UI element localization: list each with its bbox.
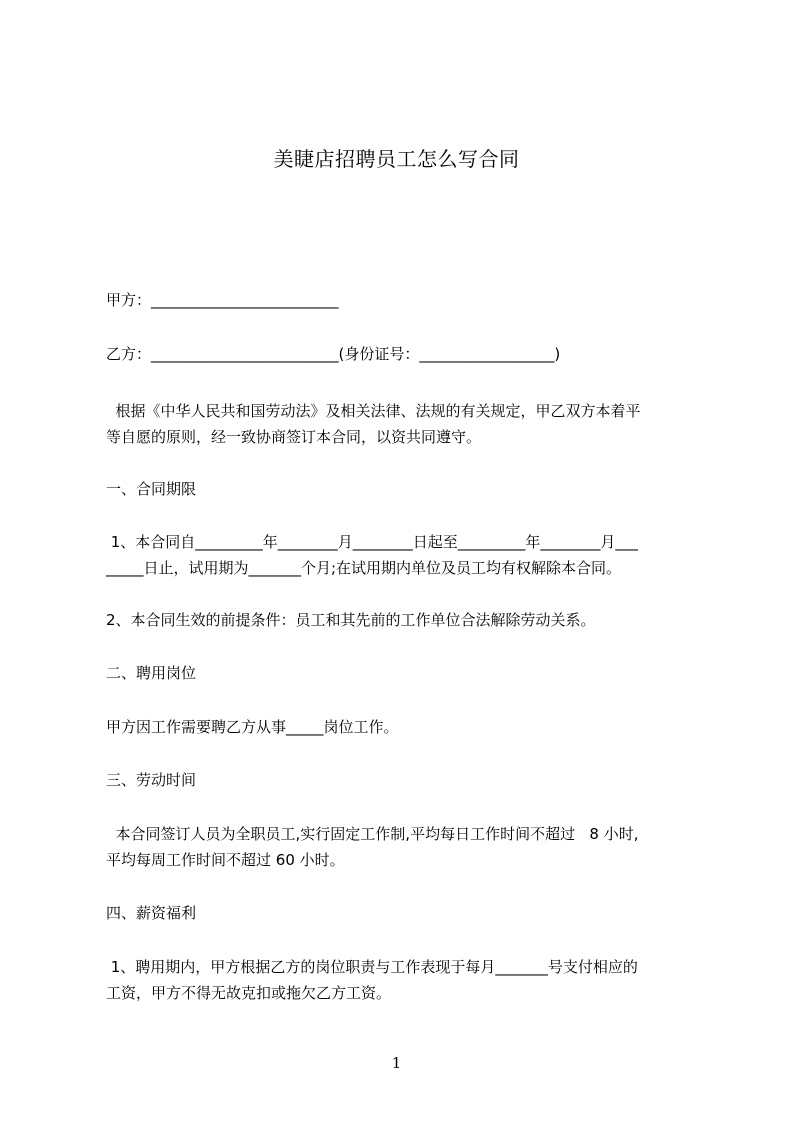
section-3-text-line-1: 本合同签订人员为全职员工,实行固定工作制,平均每日工作时间不超过 8 小时, — [106, 825, 639, 843]
section-1-item-1-line-2: _____日止，试用期为_______个月;在试用期内单位及员工均有权解除本合同。 — [106, 559, 622, 577]
party-a-line: 甲方：_________________________ — [106, 291, 339, 309]
section-1-item-2: 2、本合同生效的前提条件：员工和其先前的工作单位合法解除劳动关系。 — [106, 611, 596, 629]
section-2-heading: 二、聘用岗位 — [106, 664, 197, 682]
preamble-line-1: 根据《中华人民共和国劳动法》及相关法律、法规的有关规定，甲乙双方本着平 — [106, 402, 641, 420]
section-4-item-1-line-1: 1、聘用期内，甲方根据乙方的岗位职责与工作表现于每月_______号支付相应的 — [106, 958, 638, 976]
section-2-text: 甲方因工作需要聘乙方从事_____岗位工作。 — [106, 718, 399, 736]
section-3-text-line-2: 平均每周工作时间不超过 60 小时。 — [106, 851, 345, 869]
section-3-heading: 三、劳动时间 — [106, 771, 197, 789]
page-number: 1 — [391, 1054, 402, 1072]
section-4-item-1-line-2: 工资，甲方不得无故克扣或拖欠乙方工资。 — [106, 984, 392, 1002]
section-4-heading: 四、薪资福利 — [106, 904, 197, 922]
section-1-item-1-line-1: 1、本合同自_________年________月________日起至_________年________月___ — [106, 533, 638, 551]
party-b-line: 乙方：_________________________(身份证号：__________________) — [106, 345, 561, 363]
section-1-heading: 一、合同期限 — [106, 480, 197, 498]
preamble-line-2: 等自愿的原则，经一致协商签订本合同，以资共同遵守。 — [106, 428, 482, 446]
document-title: 美睫店招聘员工怎么写合同 — [273, 147, 520, 171]
